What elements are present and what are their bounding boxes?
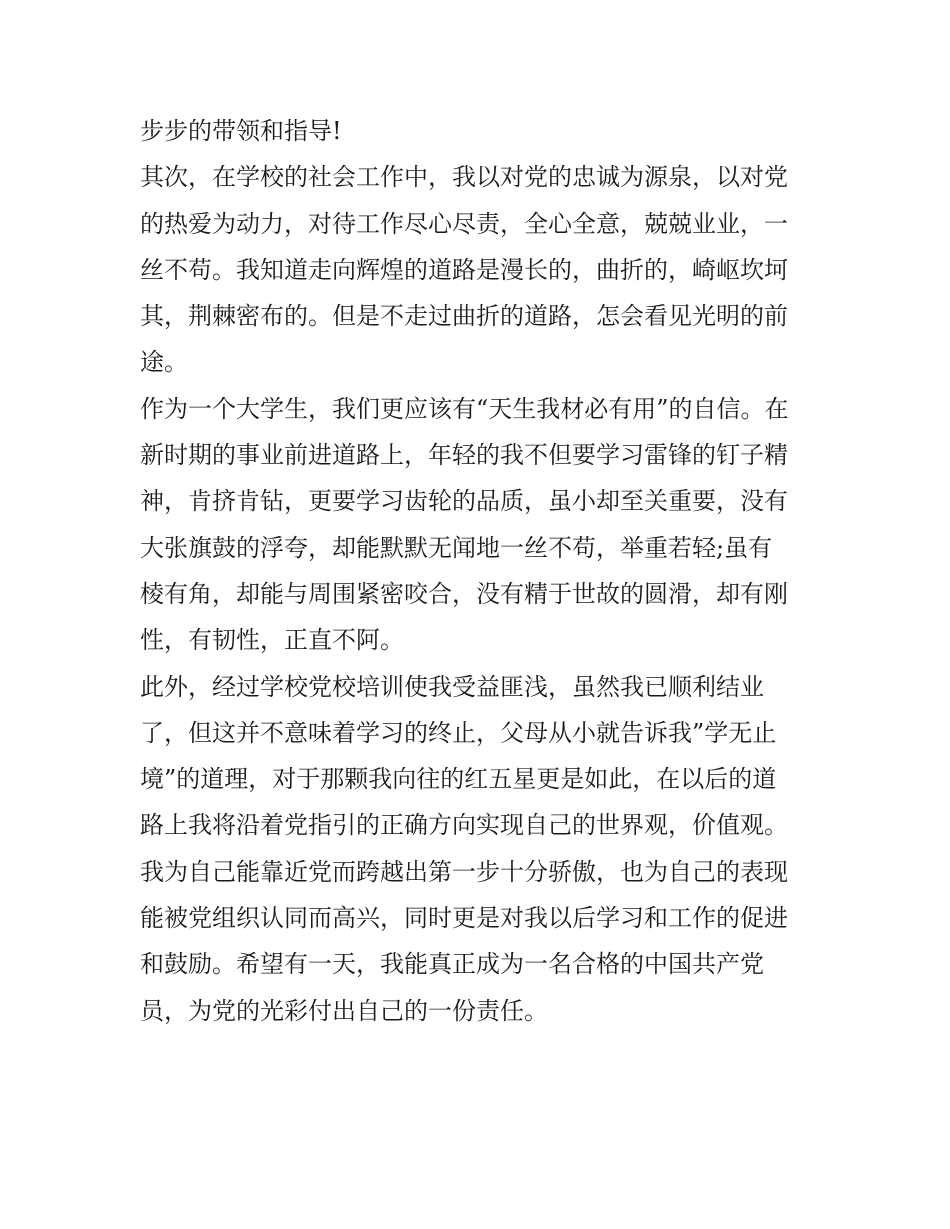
- text-line: 境”的道理，对于那颗我向往的红五星更是如此，在以后的道: [140, 765, 777, 794]
- text-line: 其次，在学校的社会工作中，我以对党的忠诚为源泉，以对党: [140, 163, 788, 192]
- text-line: 了，但这并不意味着学习的终止，父母从小就告诉我”学无止: [140, 718, 777, 747]
- text-line: 丝不苟。我知道走向辉煌的道路是漫长的，曲折的，崎岖坎坷: [140, 255, 788, 284]
- text-line: 神，肯挤肯钻，更要学习齿轮的品质，虽小却至关重要，没有: [140, 487, 788, 516]
- text-line: 路上我将沿着党指引的正确方向实现自己的世界观，价值观。: [140, 811, 788, 840]
- text-line: 其，荆棘密布的。但是不走过曲折的道路，怎会看见光明的前: [140, 302, 788, 331]
- text-line: 能被党组织认同而高兴，同时更是对我以后学习和工作的促进: [140, 904, 788, 933]
- text-line: 棱有角，却能与周围紧密咬合，没有精于世故的圆滑，却有刚: [140, 579, 788, 608]
- text-line: 性，有韧性，正直不阿。: [140, 626, 404, 655]
- text-line: 此外，经过学校党校培训使我受益匪浅，虽然我已顺利结业: [140, 672, 764, 701]
- document-body: [140, 108, 820, 1034]
- text-line: 途。: [140, 348, 188, 377]
- text-line: 和鼓励。希望有一天，我能真正成为一名合格的中国共产党: [140, 950, 764, 979]
- text-line: 步步的带领和指导!: [140, 117, 342, 145]
- text-line: 大张旗鼓的浮夸，却能默默无闻地一丝不苟，举重若轻;虽有: [140, 533, 773, 562]
- text-line: 员，为党的光彩付出自己的一份责任。: [140, 996, 548, 1025]
- text-line: 作为一个大学生，我们更应该有“天生我材必有用”的自信。在: [140, 394, 789, 423]
- text-line: 的热爱为动力，对待工作尽心尽责，全心全意，兢兢业业，一: [140, 209, 788, 238]
- text-line: 我为自己能靠近党而跨越出第一步十分骄傲，也为自己的表现: [140, 857, 788, 886]
- text-line: 新时期的事业前进道路上，年轻的我不但要学习雷锋的钉子精: [140, 441, 788, 470]
